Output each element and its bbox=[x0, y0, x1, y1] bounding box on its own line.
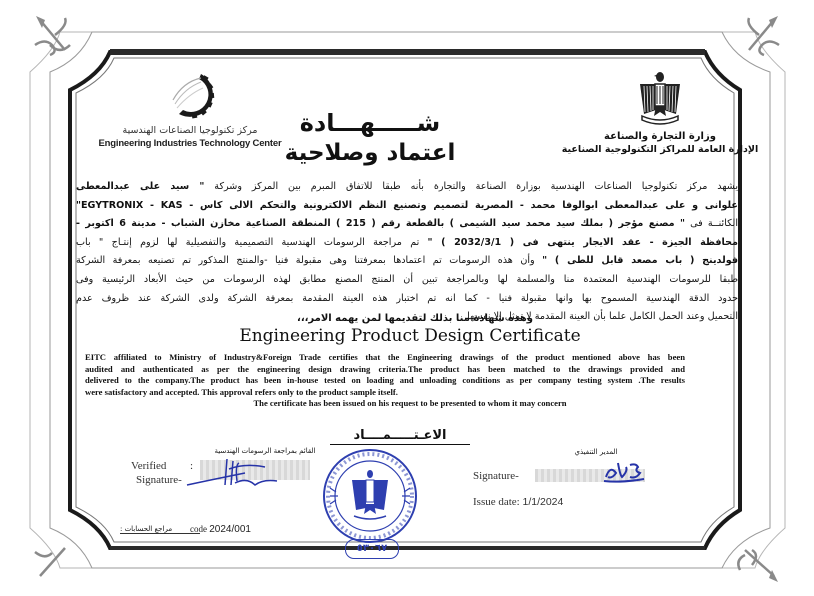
certificate-title-block bbox=[270, 108, 470, 168]
ministry-block bbox=[560, 70, 760, 156]
executive-signature-icon bbox=[600, 455, 650, 485]
arabic-line-text: طبقا للرسومات الهندسية المعتمدة منا والمسلمة لها وبالمراجعة تبين أن المنتج المصنع مطابق لهذه الرسومات من حيث الأبعاد الرئيسية وفى bbox=[76, 273, 738, 285]
eitc-gear-logo-icon bbox=[165, 70, 215, 120]
english-request-line: The certificate has been issued on his request to be presented to whom it may concern bbox=[253, 398, 567, 408]
english-line: were satisfactory and accepted. This approval refers only to the product sample itself. bbox=[85, 386, 398, 397]
certificate-code bbox=[190, 524, 251, 535]
arabic-line bbox=[76, 290, 738, 309]
issue-date bbox=[473, 496, 563, 508]
issue-date-value: 1/1/2024 bbox=[522, 496, 564, 508]
center-name-en: Engineering Industries Technology Center bbox=[98, 138, 282, 149]
arabic-line-text: تم مراجعة الرسومات الهندسية التصميمية والتفصيلية لها لزوم إنتـاج " باب bbox=[76, 236, 428, 248]
arabic-line-text: يشهد مركز تكنولوجيا الصناعات الهندسية بوزارة الصناعة والتجارة بأنه طبقا للاتفاق المبرم بين المركز وشركة bbox=[204, 181, 738, 192]
verified-colon: : bbox=[190, 460, 194, 472]
arabic-line bbox=[76, 252, 738, 271]
english-title: Engineering Product Design Certificate bbox=[239, 326, 581, 346]
verified-signature-label: Signature- bbox=[136, 474, 182, 486]
arabic-line-bold: علوانى و على عبدالمعطى ابوالوفا محمد - المصرية لتصميم وتصنيع النظم الالكترونية والتحكم الالى كاس - EGYTRONIX - KAS" bbox=[76, 199, 738, 211]
issue-date-label: Issue date: bbox=[473, 496, 520, 508]
arabic-line bbox=[76, 197, 738, 216]
arabic-line-text: التحميل وعند الحمل الكامل علما بأن العينة المقدمة لا تمثل إلا نفسها. bbox=[464, 311, 738, 323]
executive-director-title: المدير التنفيذي bbox=[574, 448, 618, 456]
arabic-line bbox=[76, 178, 738, 197]
arabic-line-text: حدود الدقة الهندسية المسموح بها وانها مقبولة فنيا - كما انه تم اختبار هذه العينة المقدمة بمعرفة الشركة ولدى الشركة عند ظروف عدم bbox=[76, 292, 738, 304]
egypt-eagle-icon bbox=[636, 70, 684, 126]
code-value: 2024/001 bbox=[209, 524, 251, 535]
english-line: delivered to the company.The product has been in-house tested on loading and unloading conditions as per company testing system .The results bbox=[85, 375, 685, 386]
corner-ornament-bottom-left bbox=[35, 548, 65, 576]
stamp-serial-number: ٥٣٠٦٧ bbox=[345, 539, 399, 559]
english-body bbox=[85, 352, 685, 398]
english-line: audited and authenticated as per the engineering design drawing criteria.The product has been matched to the drawings provided and bbox=[85, 363, 685, 374]
center-name-ar: مركز تكنولوجيا الصناعات الهندسية bbox=[122, 125, 258, 136]
ministry-department: الإدارة العامة للمراكز التكنولوجية الصناعية bbox=[561, 144, 759, 155]
arabic-line-text: الكائنــة فى bbox=[685, 218, 738, 230]
top-band bbox=[110, 49, 705, 55]
code-prefix: code bbox=[190, 524, 207, 534]
arabic-line bbox=[76, 271, 738, 290]
arabic-line bbox=[76, 234, 738, 253]
english-line: EITC affiliated to Ministry of Industry&Foreign Trade certifies that the Engineering drawings of the product mentioned above has been bbox=[85, 352, 685, 362]
arabic-closing: وهذه شهادة منا بذلك لتقديمها لمن يهمه الامر،،، bbox=[297, 313, 533, 324]
arabic-body bbox=[76, 178, 738, 327]
corner-ornament-bottom-right bbox=[738, 550, 774, 576]
reviewer-signature-icon bbox=[185, 455, 285, 495]
ministry-name: وزارة التجارة والصناعة bbox=[604, 131, 716, 142]
bottom-band bbox=[110, 546, 705, 550]
certificate-title: شـــــهـــادة bbox=[299, 109, 441, 137]
arabic-line-text: وأن هذه الرسومات تم اعتمادها بمعرفتنا وهى مقبولة فنيا -والمنتج المذكور تم تصنيعه بمعرفة الشركة bbox=[76, 255, 543, 267]
arabic-line-bold: محافظة الجيزة - عقد الايجار ينتهى فى ( 2032/3/1 ) " bbox=[427, 236, 738, 248]
arabic-line-bold: " مصنع مؤجر ( بملك سيد محمد سيد الشيمى ) بالقطعة رقم ( 215 ) المنطقة الصناعية مخازن الشباب - مدينة 6 اكتوبر - bbox=[76, 218, 686, 230]
arabic-line bbox=[76, 215, 738, 234]
accounts-reviewer-label: مراجع الحسابات : bbox=[120, 525, 200, 534]
arabic-line-bold: فولدينج ( باب مصعد قابل للطى ) " bbox=[542, 255, 738, 267]
approval-heading: الاعـتـــــمــــاد bbox=[330, 428, 470, 445]
executive-signature-label: Signature- bbox=[473, 470, 519, 482]
reviewer-title: القائم بمراجعة الرسومات الهندسية bbox=[214, 447, 316, 455]
verified-label: Verified bbox=[131, 460, 167, 472]
official-stamp-icon bbox=[320, 446, 420, 546]
certificate-subtitle: اعتماد وصلاحية bbox=[284, 140, 456, 166]
arabic-line-bold: " سيد على عبدالمعطى bbox=[76, 181, 205, 192]
eitc-block bbox=[80, 70, 300, 150]
